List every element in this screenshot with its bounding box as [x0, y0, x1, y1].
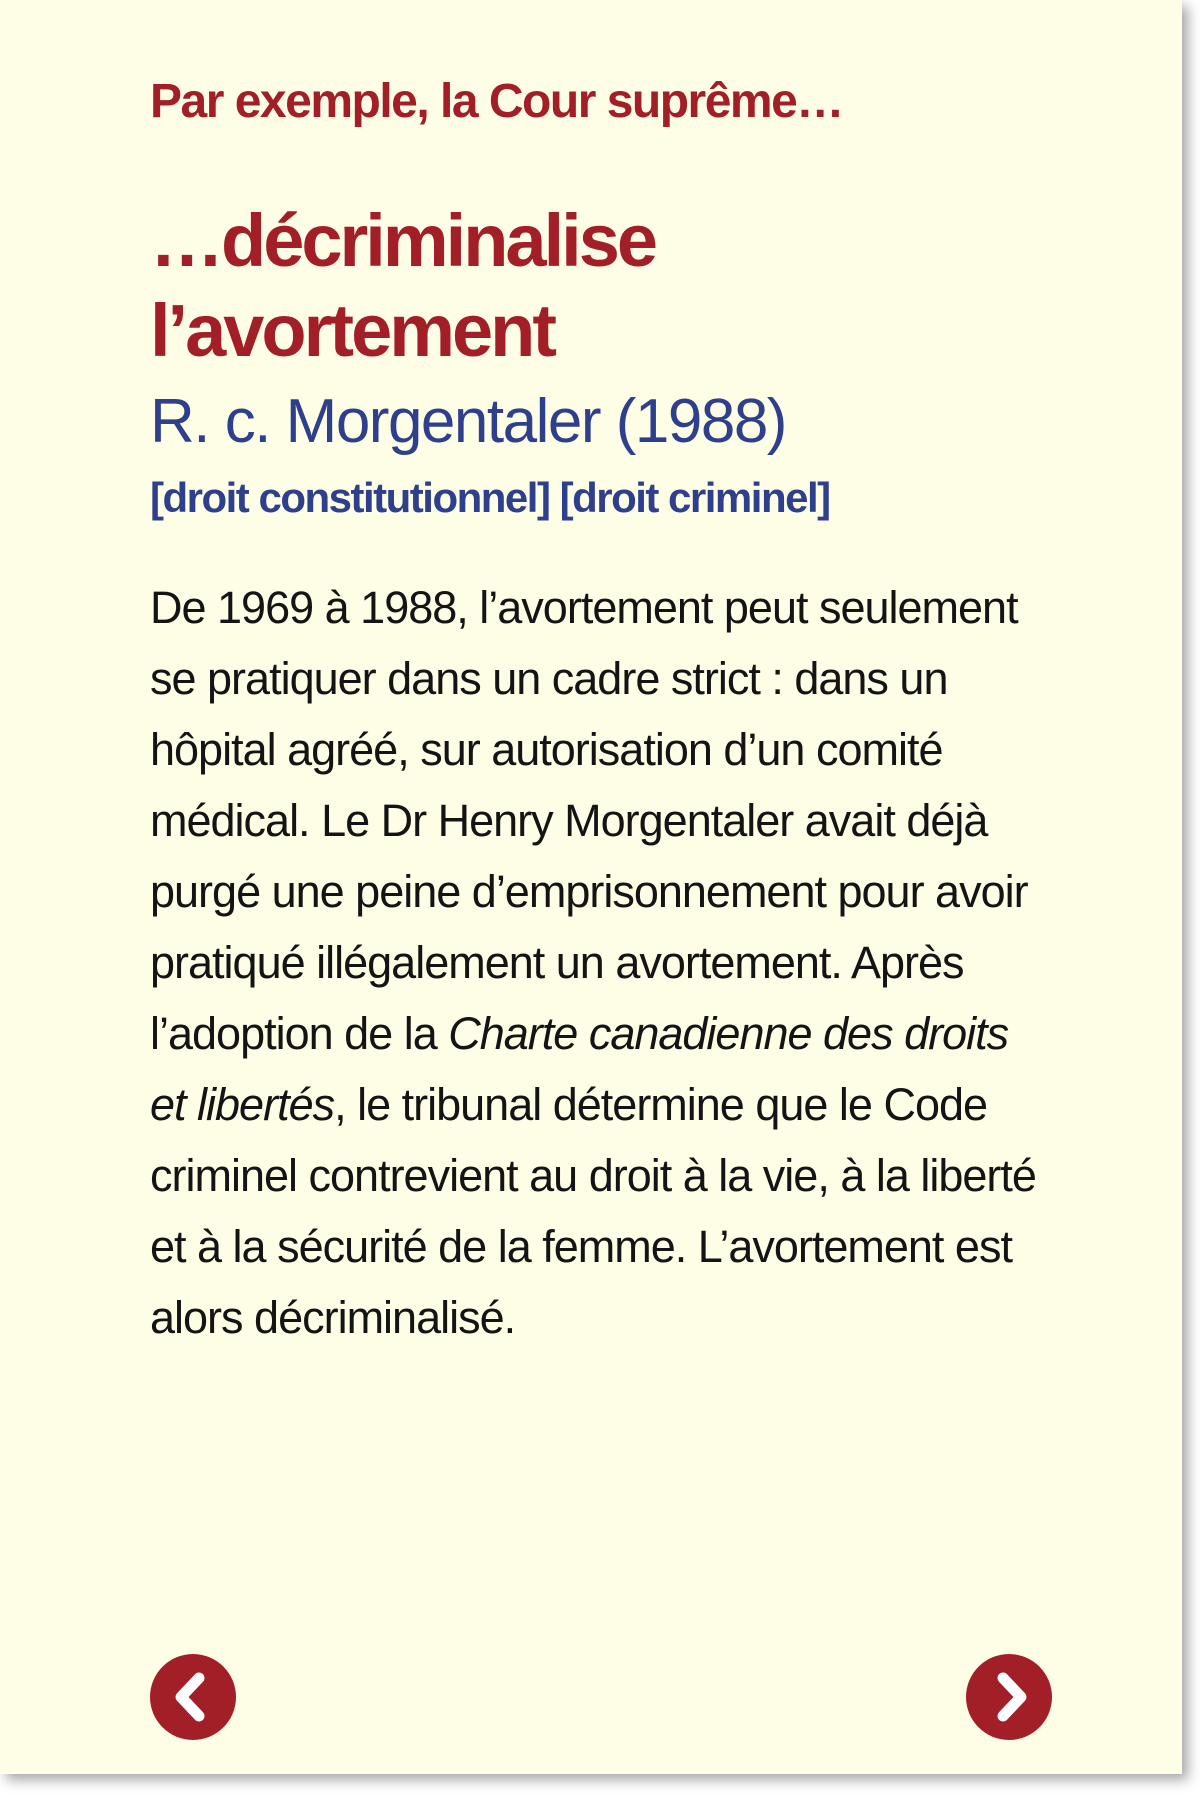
chevron-left-icon [150, 1654, 236, 1740]
page-title: …décriminalise l’avortement [150, 199, 656, 372]
category-tags: [droit constitutionnel] [droit criminel] [150, 474, 830, 521]
content-area [150, 70, 1050, 1353]
charter-title: Charte canadienne des droits et libertés [150, 1008, 1009, 1130]
case-name: R. c. Morgentaler (1988) [150, 387, 786, 456]
body-paragraph [150, 572, 1050, 1353]
body-text-part2: , le tribunal détermine que le Code criminel contrevient au droit à la vie, à la liberté et à la sécurité de la femme. L’avortement est alors décriminalisé. [150, 1079, 1036, 1343]
previous-button[interactable] [150, 1654, 236, 1740]
chevron-right-icon [966, 1654, 1052, 1740]
kicker-heading: Par exemple, la Cour suprême… [150, 75, 843, 128]
next-button[interactable] [966, 1654, 1052, 1740]
body-text-part1: De 1969 à 1988, l’avortement peut seulement se pratiquer dans un cadre strict : dans un hôpital agréé, sur autorisation d’un comité médical. Le Dr Henry Morgentaler avait déjà purgé une peine d’emprisonnement pour avoir pratiqué illégalement un avortement. Après l’adoption de la [150, 582, 1028, 1059]
